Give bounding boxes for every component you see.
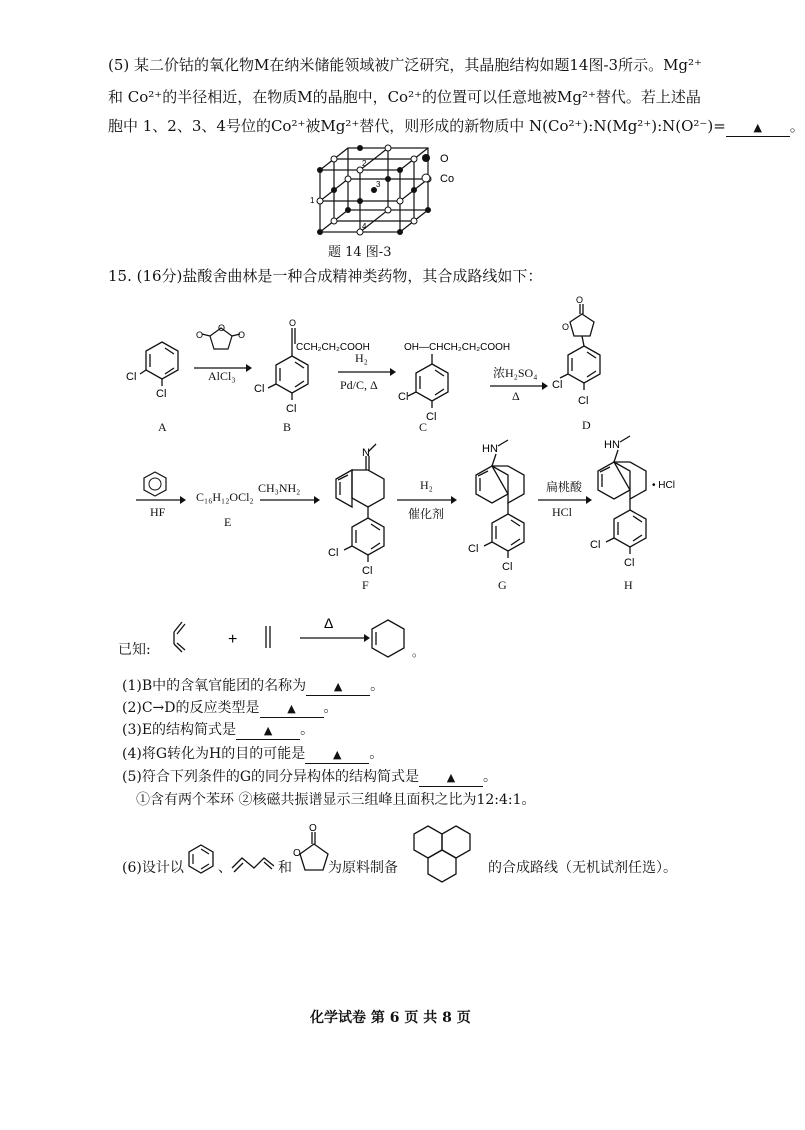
svg-text:Cl: Cl [552, 379, 563, 391]
question-4-text: (4)将G转化为H的目的可能是 [122, 746, 306, 762]
q6-sep: 、 [218, 860, 232, 876]
svg-text:N: N [362, 447, 370, 459]
svg-text:O: O [293, 848, 301, 859]
svg-text:Cl: Cl [126, 371, 137, 383]
svg-text:Cl: Cl [398, 391, 409, 403]
svg-text:Cl: Cl [426, 411, 437, 423]
q6-raw: 为原料制备 [328, 860, 398, 876]
svg-text:O: O [309, 823, 317, 834]
question-3-text: (3)E的结构简式是 [122, 722, 237, 738]
position-1: 1 [310, 196, 315, 205]
reagent-h2: H₂ [355, 351, 368, 365]
q6-benzene [186, 842, 216, 876]
blank-marker: ▲ [333, 748, 342, 761]
question-5-text: (5)符合下列条件的G的同分异构体的结构简式是 [122, 769, 420, 785]
question-3-blank [236, 722, 300, 740]
svg-text:CCH₂CH₂COOH: CCH₂CH₂COOH [296, 342, 370, 353]
q5-answer-blank [726, 118, 790, 137]
svg-text:O: O [289, 318, 297, 328]
question-2-blank [260, 700, 324, 718]
svg-text:Δ: Δ [324, 615, 334, 631]
position-3: 3 [376, 180, 381, 189]
reagent-ch3nh2: CH₃NH₂ [258, 481, 301, 495]
question-4 [122, 744, 383, 765]
q5-line-3 [108, 116, 805, 137]
svg-text:。: 。 [412, 645, 425, 659]
svg-text:O: O [576, 295, 584, 305]
svg-text:Cl: Cl [624, 557, 635, 569]
legend-o-dot [422, 154, 430, 162]
question-2-text: (2)C→D的反应类型是 [122, 700, 260, 716]
reagent-catalyst: 催化剂 [408, 507, 445, 521]
question-1-text: (1)B中的含氧官能团的名称为 [122, 678, 307, 694]
question-5 [122, 767, 497, 788]
diels-alder-reaction [168, 612, 468, 662]
svg-text:Cl: Cl [254, 383, 265, 395]
reagent-h2-2: H₂ [420, 478, 433, 492]
arrow-b-c [336, 366, 396, 378]
svg-text:HN: HN [604, 439, 620, 451]
crystal-legend [418, 150, 468, 190]
q5-line-2: 和 Co²⁺的半径相近，在物质M的晶胞中，Co²⁺的位置可以任意地被Mg²⁺替代。若上述晶 [108, 88, 701, 106]
reagent-hf: HF [150, 505, 166, 519]
compound-h [580, 430, 700, 580]
label-d: D [582, 418, 591, 432]
compound-d [552, 294, 642, 418]
reagent-mandelic: 扁桃酸 [546, 480, 583, 494]
question-1 [122, 676, 384, 697]
figure-caption: 题 14 图-3 [328, 245, 392, 260]
blank-marker: ▲ [753, 121, 762, 134]
page-footer: 化学试卷 第 6 页 共 8 页 [310, 1010, 471, 1026]
question-2 [122, 698, 338, 719]
formula-e: C₁₆H₁₂OCl₂ [196, 490, 254, 504]
svg-text:HN: HN [482, 443, 498, 455]
compound-a [122, 330, 192, 410]
svg-text:+: + [228, 631, 238, 648]
reagent-delta: Δ [512, 389, 520, 403]
svg-text:OH—CHCH₂CH₂COOH: OH—CHCH₂CH₂COOH [404, 342, 511, 353]
q15-header: 15. (16分)盐酸舍曲林是一种合成精神类药物，其合成路线如下： [108, 267, 543, 285]
question-5-end: 。 [483, 769, 498, 785]
label-a: A [158, 420, 167, 434]
svg-text:Cl: Cl [286, 403, 297, 415]
q6-and: 和 [278, 860, 292, 876]
q5-line-3-text: 胞中 1、2、3、4号位的Co²⁺被Mg²⁺替代，则形成的新物质中 N(Co²⁺):N(Mg²⁺):N(O²⁻)= [108, 117, 726, 135]
question-3 [122, 720, 314, 741]
arrow-e-f [258, 494, 320, 506]
svg-text:O: O [196, 330, 204, 340]
legend-co-label: Co [440, 173, 455, 185]
svg-text:• HCl: • HCl [652, 480, 675, 491]
succinic-anhydride [196, 322, 246, 362]
svg-text:Cl: Cl [362, 565, 373, 577]
question-5-blank [419, 769, 483, 787]
svg-text:Cl: Cl [578, 395, 589, 407]
label-b: B [283, 420, 292, 434]
legend-o-label: O [440, 153, 449, 165]
svg-text:Cl: Cl [328, 547, 339, 559]
svg-text:Cl: Cl [156, 388, 167, 400]
question-3-end: 。 [300, 722, 315, 738]
blank-marker: ▲ [263, 724, 273, 737]
question-2-end: 。 [323, 700, 338, 716]
question-1-blank [306, 678, 370, 696]
q5-line-1: (5) 某二价钴的氧化物M在纳米储能领域被广泛研究，其晶胞结构如题14图-3所示。Mg²⁺ [108, 56, 702, 74]
svg-text:Cl: Cl [502, 561, 513, 573]
svg-text:O: O [218, 323, 226, 333]
label-c: C [419, 420, 428, 434]
label-g: G [498, 578, 507, 592]
compound-g [458, 434, 548, 580]
question-4-end: 。 [369, 746, 384, 762]
q6-start: (6)设计以 [122, 860, 184, 876]
q5-end: 。 [789, 117, 805, 135]
legend-co-dot [422, 174, 430, 182]
question-1-end: 。 [370, 678, 385, 694]
blank-marker: ▲ [333, 680, 343, 693]
svg-text:Cl: Cl [468, 543, 479, 555]
known-label: 已知: [118, 642, 151, 658]
reagent-pdc: Pd/C, Δ [340, 378, 378, 392]
svg-text:O: O [562, 322, 570, 332]
reagent-h2so4: 浓H₂SO₄ [493, 366, 538, 380]
q6-end: 的合成路线（无机试剂任选）。 [488, 860, 677, 876]
position-4: 4 [362, 222, 367, 231]
question-4-blank [305, 746, 369, 764]
position-2: 2 [362, 159, 367, 168]
compound-f [318, 440, 408, 580]
benzene-reagent [140, 470, 170, 494]
q6-butadiene [230, 850, 276, 874]
blank-marker: ▲ [287, 702, 296, 715]
label-f: F [362, 578, 369, 592]
svg-text:Cl: Cl [590, 539, 601, 551]
svg-text:O: O [238, 330, 246, 340]
label-e: E [224, 515, 232, 529]
q6-target-perhydrophenanthrene [402, 820, 486, 892]
question-5-conditions: ①含有两个苯环 ②核磁共振谱显示三组峰且面积之比为12:4:1。 [136, 792, 536, 808]
reagent-hcl: HCl [552, 505, 573, 519]
reagent-alcl3: AlCl₃ [208, 369, 236, 383]
blank-marker: ▲ [446, 771, 456, 784]
label-h: H [624, 578, 633, 592]
